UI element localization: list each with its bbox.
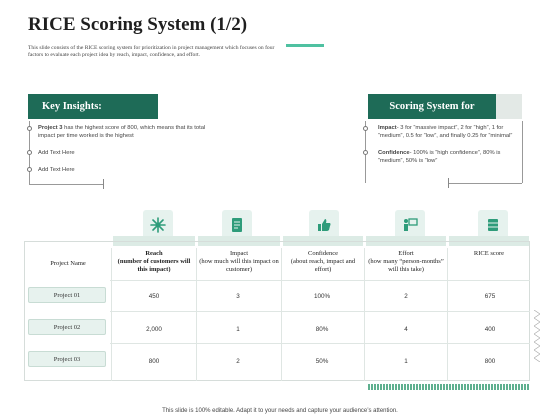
bullet-dot xyxy=(363,126,368,131)
scoring-vertical-line-right xyxy=(522,121,523,183)
table-cell: 4 xyxy=(404,326,408,333)
slide-title: RICE Scoring System (1/2) xyxy=(28,14,248,35)
row-divider xyxy=(110,280,530,281)
column-title: Confidence xyxy=(308,250,338,257)
scoring-impact-label: Impact xyxy=(378,125,397,131)
insight-item-1 xyxy=(38,125,223,140)
insights-horizontal-line xyxy=(29,184,103,185)
bullet-dot xyxy=(363,150,368,155)
table-cell: 400 xyxy=(484,326,496,333)
table-cell: 2 xyxy=(404,293,408,300)
column-header-impact xyxy=(199,250,279,274)
scoring-tick xyxy=(448,178,449,188)
table-cell: 1 xyxy=(236,326,240,333)
column-title: Reach xyxy=(145,250,163,257)
decorative-zigzag xyxy=(534,310,540,362)
column-subtitle: (number of customers will this impact) xyxy=(117,258,191,273)
insight-item-1-text: has the highest score of 800, which means that its total impact per time worked is the highest xyxy=(38,125,206,139)
table-cell: 2 xyxy=(236,358,240,365)
title-accent-bar xyxy=(286,44,324,47)
insight-item-1-bold: Project 3 xyxy=(38,125,63,131)
table-cell: 675 xyxy=(484,293,496,300)
scoring-horizontal-line xyxy=(448,183,522,184)
scoring-impact xyxy=(378,125,518,140)
table-cell: 3 xyxy=(236,293,240,300)
footer-note: This slide is 100% editable. Adapt it to your needs and capture your audience’s attention. xyxy=(162,408,398,414)
insight-item-2: Add Text Here xyxy=(38,150,75,156)
key-insights-header: Key Insights: xyxy=(28,94,158,119)
column-header-reach xyxy=(114,250,194,274)
insight-item-3: Add Text Here xyxy=(38,167,75,173)
column-separator xyxy=(447,248,448,381)
project-row-label: Project 01 xyxy=(28,287,106,303)
table-cell: 80% xyxy=(315,326,329,333)
bullet-dot xyxy=(27,126,32,131)
table-cell: 800 xyxy=(484,358,496,365)
scoring-impact-text: - 3 for “massive impact”, 2 for “high”, 1 for “medium”, 0.5 for “low”, and finally 0.25 for “minimal” xyxy=(378,125,513,139)
slide-subtitle: This slide consists of the RICE scoring system for prioritization in project management which focuses on four factors to evaluate each project idea by reach, impact, confidence, and effort. xyxy=(28,45,275,58)
bullet-dot xyxy=(27,167,32,172)
table-cell: 100% xyxy=(313,293,331,300)
column-separator xyxy=(111,248,112,381)
scoring-system-header: Scoring System for xyxy=(368,94,496,119)
column-subtitle: (how many “person-months” will this take) xyxy=(368,258,444,273)
table-cell: 50% xyxy=(315,358,329,365)
column-separator xyxy=(196,248,197,381)
project-row-label: Project 03 xyxy=(28,351,106,367)
table-cell: 800 xyxy=(148,358,160,365)
column-title: Effort xyxy=(398,250,414,257)
column-subtitle: (about reach, impact and effort) xyxy=(290,258,356,273)
column-header-rice-score xyxy=(450,250,528,258)
row-divider xyxy=(110,311,530,312)
column-title: RICE score xyxy=(473,250,505,257)
column-title: Impact xyxy=(229,250,249,257)
project-row-label: Project 02 xyxy=(28,319,106,335)
decorative-stripe xyxy=(368,384,530,390)
project-name-header: Project Name xyxy=(50,260,86,267)
column-subtitle: (how much will this impact on customer) xyxy=(199,258,279,273)
column-separator xyxy=(281,248,282,381)
table-cell: 450 xyxy=(148,293,160,300)
column-header-confidence xyxy=(284,250,362,274)
scoring-confidence-text: - 100% is “high confidence”, 80% is “medium”, 50% is “low” xyxy=(378,150,501,164)
column-header-effort xyxy=(367,250,445,274)
table-cell: 1 xyxy=(404,358,408,365)
column-separator xyxy=(364,248,365,381)
insights-tick xyxy=(103,179,104,189)
scoring-header-accent xyxy=(496,94,522,119)
row-divider xyxy=(110,343,530,344)
table-cell: 2,000 xyxy=(146,326,162,333)
bullet-dot xyxy=(27,150,32,155)
scoring-confidence xyxy=(378,150,518,165)
scoring-confidence-label: Confidence xyxy=(378,150,410,156)
